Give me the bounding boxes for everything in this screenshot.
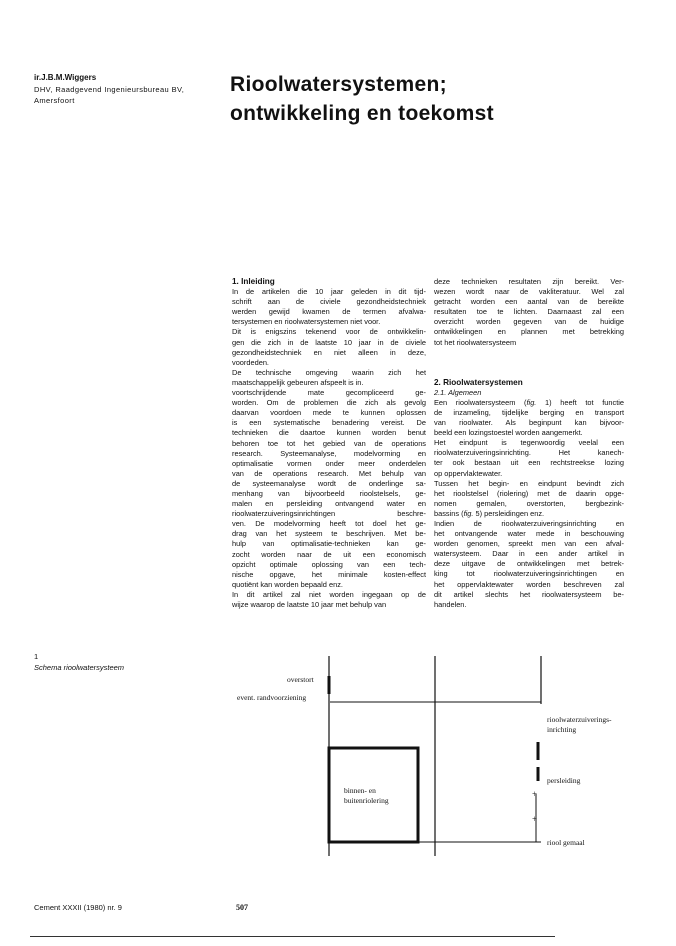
text-line: quotiënt kan worden bepaald enz. bbox=[232, 579, 343, 589]
text-line: technieken die daartoe kunnen worden benut bbox=[232, 428, 426, 438]
text-line: malen en persleiding ontvangend water en bbox=[232, 499, 426, 509]
title-line-1: Rioolwatersystemen; bbox=[230, 73, 447, 96]
text-line: de systeemanalyse wordt de onderlinge sa- bbox=[232, 478, 426, 488]
section-heading-inleiding: 1. Inleiding bbox=[232, 277, 275, 286]
author-name: ir.J.B.M.Wiggers bbox=[34, 73, 97, 82]
text-line: wezen wordt naar de vakliteratuur. Wel zal bbox=[434, 287, 624, 297]
text-line: De technische omgeving waarin zich het bbox=[232, 367, 426, 377]
text-line: werden gewijd kwamen de termen afvalwa- bbox=[232, 307, 426, 317]
text-line: menhang van bijvoorbeeld rioolstelsels, ge- bbox=[232, 488, 426, 498]
text-line: drag van het systeem te beschrijven. Met be- bbox=[232, 529, 426, 539]
text-line: handelen. bbox=[434, 599, 467, 609]
text-line: ven. De modelvorming heeft tot doel het ge- bbox=[232, 519, 426, 529]
text-line: maatschappelijk gebeuren afspeelt is in. bbox=[232, 377, 364, 387]
text-line: daarvan voordoen mede te kunnen oplossen bbox=[232, 408, 426, 418]
text-line: gen die zich in de laatste 10 jaar in de civiele bbox=[232, 337, 426, 347]
text-line: ter ook bestaan uit een rechtstreekse lozing bbox=[434, 458, 624, 468]
text-line: worden. Om de problemen die zich als gevolg bbox=[232, 398, 426, 408]
text-line: is een systematische benadering vereist. De bbox=[232, 418, 426, 428]
text-line: op oppervlaktewater. bbox=[434, 468, 503, 478]
text-line: research. Systeemanalyse, modelvorming en bbox=[232, 448, 426, 458]
label-persleiding: persleiding bbox=[547, 776, 581, 785]
text-line: het oppervlaktewater worden beschreven zal bbox=[434, 579, 624, 589]
text-line: rioolwaterzuiveringsinrichting. Het kanech- bbox=[434, 448, 624, 458]
text-line: deze technieken resultaten zijn bereikt. Ver- bbox=[434, 277, 624, 286]
text-line: behoren toe tot het gebied van de operations bbox=[232, 438, 426, 448]
text-line: hulp van optimalisatie-technieken kan ge- bbox=[232, 539, 426, 549]
text-line: In dit artikel zal niet worden ingegaan op de bbox=[232, 589, 426, 599]
author-city: Amersfoort bbox=[34, 96, 75, 105]
label-plus-lower: + bbox=[532, 814, 538, 824]
text-line: van de operations research. Met behulp van bbox=[232, 468, 426, 478]
text-line: Tussen het begin- en eindpunt bevindt zich bbox=[434, 478, 624, 488]
text-line: deze uitgave de ontwikkelingen met betrek- bbox=[434, 559, 624, 569]
text-line: opzicht optimale oplossing van een tech- bbox=[232, 559, 426, 569]
subsection-heading-algemeen: 2.1. Algemeen bbox=[434, 387, 482, 397]
text-line: bassins (fig. 5) persleidingen enz. bbox=[434, 508, 545, 518]
text-line: het ontvangende water mede in beschouwing bbox=[434, 529, 624, 539]
text-line: watersysteem. Daar in een ander artikel in bbox=[434, 549, 624, 559]
text-line: overzicht worden gegeven van de huidige bbox=[434, 317, 624, 327]
text-line: ontwikkelingen en plannen met betrekking bbox=[434, 327, 624, 337]
footer-journal: Cement XXXII (1980) nr. 9 bbox=[34, 903, 122, 912]
text-line: king tot rioolwaterzuiveringsinrichtingen en bbox=[434, 569, 624, 579]
text-line: tot het rioolwatersysteem bbox=[434, 337, 517, 347]
label-overstort: overstort bbox=[287, 675, 314, 684]
page-number: 507 bbox=[236, 903, 248, 912]
text-line: schrift aan de civiele gezondheidstechniek bbox=[232, 297, 426, 307]
text-line: Indien de rioolwaterzuiveringsinrichting en bbox=[434, 518, 624, 528]
text-line: worden genomen, spreekt men van een afval- bbox=[434, 539, 624, 549]
text-line: dit artikel slechts het rioolwatersysteem be- bbox=[434, 589, 624, 599]
text-line: Een rioolwatersysteem (fig. 1) heeft tot functie bbox=[434, 397, 625, 407]
label-riolering-line-2: buitenriolering bbox=[344, 796, 389, 805]
text-line: nische opgave, het minimale kosten-effect bbox=[232, 569, 426, 579]
label-randvoorziening: event. randvoorziening bbox=[237, 693, 307, 702]
text-line: tersystemen en rioolwatersystemen niet voor. bbox=[232, 317, 381, 327]
figure-number: 1 bbox=[34, 652, 39, 661]
text-line: zocht worden naar de uit een economisch bbox=[232, 549, 426, 559]
text-line: wijze waarop de laatste 10 jaar met behulp van bbox=[232, 600, 387, 609]
figure-caption: Schema rioolwatersysteem bbox=[34, 663, 125, 672]
text-line: de inzameling, tijdelijke berging en transport bbox=[434, 407, 624, 417]
text-line: Het eindpunt is tegenwoordig veelal een bbox=[434, 438, 624, 448]
label-plus-upper: + bbox=[532, 789, 538, 799]
text-line: optimalisatie vormen onder meer onderdelen bbox=[232, 458, 426, 468]
text-line: beeld een lozingstoestel worden aangemerkt. bbox=[434, 428, 583, 438]
text-line: voordeden. bbox=[232, 357, 269, 367]
text-line: gezondheidstechniek en niet alleen in deze, bbox=[232, 347, 426, 357]
text-line: nomen gemalen, overstorten, bergbezink- bbox=[434, 498, 624, 508]
text-line: resultaten toe te lichten. Daarnaast zal een bbox=[434, 307, 624, 317]
text-line: rioolwaterzuiveringsinrichtingen beschre- bbox=[232, 509, 426, 519]
text-line: voortschrijdende mate gecompliceerd ge- bbox=[232, 388, 426, 398]
label-gemaal: riool gemaal bbox=[547, 838, 585, 847]
author-affiliation: DHV, Raadgevend Ingenieursbureau BV, bbox=[34, 85, 185, 94]
section-heading-rioolwatersystemen: 2. Rioolwatersystemen bbox=[434, 377, 523, 387]
title-line-2: ontwikkeling en toekomst bbox=[230, 102, 494, 125]
bottom-rule bbox=[30, 936, 555, 937]
label-zuivering-line-1: rioolwaterzuiverings- bbox=[547, 715, 612, 724]
text-line: Dit is enigszins tekenend voor de ontwikkelin- bbox=[232, 327, 426, 337]
text-line: In de artikelen die 10 jaar geleden in dit tijd- bbox=[232, 287, 426, 297]
text-line: het rioolstelsel (riolering) met de daarin opge- bbox=[434, 488, 624, 498]
text-line: getracht worden een aantal van de bereikte bbox=[434, 297, 624, 307]
label-riolering-line-1: binnen- en bbox=[344, 786, 376, 795]
label-zuivering-line-2: inrichting bbox=[547, 725, 577, 734]
text-line: van rioolwater. Als beginpunt kan bijvoor- bbox=[434, 418, 624, 428]
riolering-box bbox=[329, 748, 418, 842]
